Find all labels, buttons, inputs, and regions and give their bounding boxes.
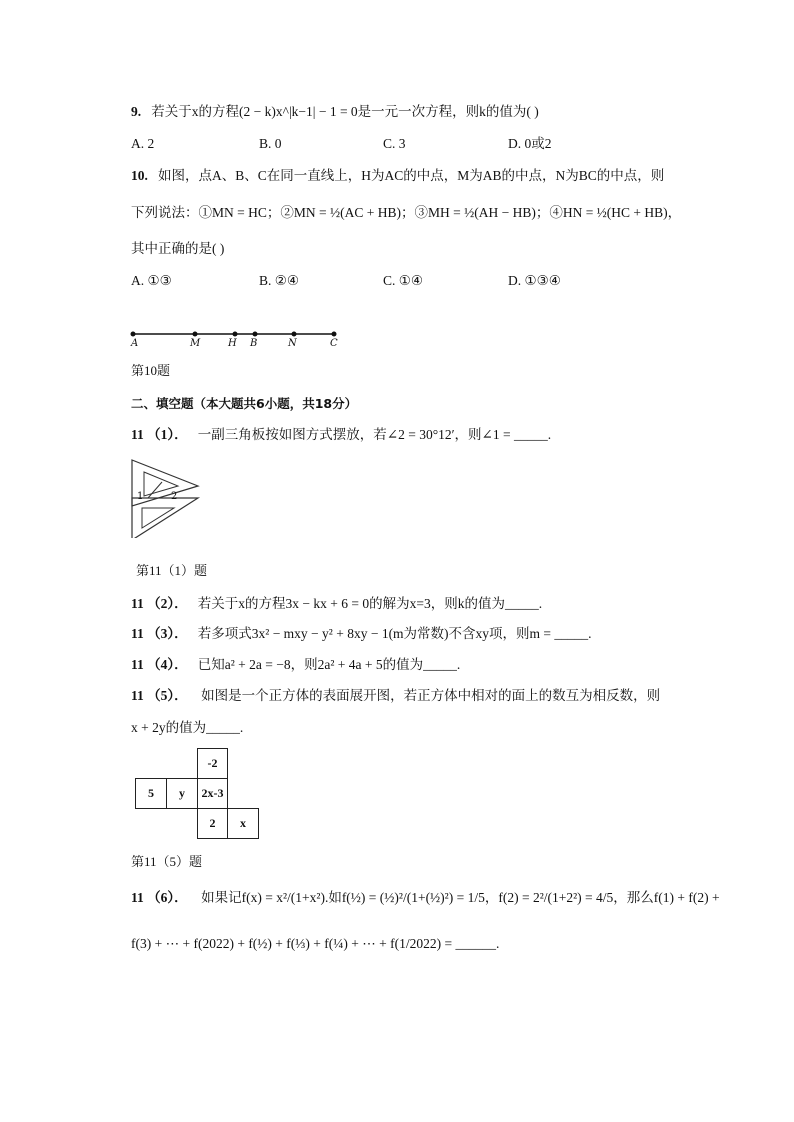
option-d: D. 0或2 xyxy=(508,136,552,151)
question-11-5 xyxy=(131,687,660,705)
question-text-line1: 如图是一个正方体的表面展开图，若正方体中相对的面上的数互为相反数，则 xyxy=(201,688,661,703)
question-number: 11 （2）． xyxy=(131,596,188,611)
question-11-1 xyxy=(131,426,551,444)
option-a: A. ①③ xyxy=(131,273,172,288)
angle-label-1: 1 xyxy=(137,491,144,502)
figure-caption: 第10题 xyxy=(131,363,171,378)
question-number: 11 （4）． xyxy=(131,657,188,672)
line-segment-figure xyxy=(128,328,348,342)
point-label-b: B xyxy=(250,338,258,349)
net-cell: 2 xyxy=(197,808,228,839)
section-title: 二、填空题（本大题共6小题，共18分） xyxy=(131,396,358,411)
question-text: 若多项式3x² − mxy − y² + 8xy − 1(m为常数)不含xy项，则m = _____. xyxy=(197,626,592,641)
question-text: 一副三角板按如图方式摆放，若∠2 = 30°12′，则∠1 = _____. xyxy=(197,427,552,442)
question-text-line1: 如图，点A、B、C在同一直线上，H为AC的中点，M为AB的中点，N为BC的中点，则 xyxy=(158,168,665,183)
question-9 xyxy=(131,103,539,121)
net-cell: 2x-3 xyxy=(197,778,228,809)
question-text-line1: 如果记f(x) = x²/(1+x²).如f(½) = (½)²/(1+(½)²) = 1/5，f(2) = 2²/(1+2²) = 4/5，那么f(1) + f(2) + xyxy=(201,890,720,905)
net-cell: -2 xyxy=(197,748,228,779)
question-11-6 xyxy=(131,889,720,907)
net-cell: y xyxy=(166,778,198,809)
question-text-line2: 下列说法：①MN = HC；②MN = ½(AC + HB)；③MH = ½(AH − HB)；④HN = ½(HC + HB)， xyxy=(131,205,682,220)
question-number: 11 （6）． xyxy=(131,890,188,905)
net-cell: 5 xyxy=(135,778,167,809)
question-text-line3: 其中正确的是( ) xyxy=(131,241,225,256)
question-11-2 xyxy=(131,595,542,613)
question-text: 已知a² + 2a = −8，则2a² + 4a + 5的值为_____. xyxy=(197,657,461,672)
point-label-m: M xyxy=(190,338,201,349)
point-label-a: A xyxy=(131,338,139,349)
point-label-c: C xyxy=(330,338,338,349)
figure-caption: 第11（5）题 xyxy=(131,854,203,869)
option-a: A. 2 xyxy=(131,136,155,151)
question-text-line2: f(3) + ⋯ + f(2022) + f(½) + f(⅓) + f(¼) + ⋯ + f(1/2022) = ______. xyxy=(131,936,500,951)
cube-net-figure xyxy=(135,748,260,840)
figure-caption: 第11（1）题 xyxy=(136,563,208,578)
net-cell: x xyxy=(227,808,259,839)
question-text: 若关于x的方程(2 − k)x^|k−1| − 1 = 0是一元一次方程，则k的值为( ) xyxy=(151,104,539,119)
option-d: D. ①③④ xyxy=(508,273,561,288)
question-text-line2: x + 2y的值为_____. xyxy=(131,720,244,735)
question-number: 11 （5）． xyxy=(131,688,188,703)
option-b: B. ②④ xyxy=(259,273,299,288)
angle-label-2: 2 xyxy=(171,491,178,502)
question-number: 11 （3）． xyxy=(131,626,188,641)
point-label-n: N xyxy=(288,338,297,349)
option-c: C. ①④ xyxy=(383,273,423,288)
question-number: 10. xyxy=(131,168,148,183)
question-number: 9. xyxy=(131,104,142,119)
question-text: 若关于x的方程3x − kx + 6 = 0的解为x=3，则k的值为_____. xyxy=(197,596,543,611)
question-number: 11 （1）． xyxy=(131,427,188,442)
question-11-4 xyxy=(131,656,460,674)
option-b: B. 0 xyxy=(259,136,282,151)
option-c: C. 3 xyxy=(383,136,406,151)
question-11-3 xyxy=(131,625,592,643)
point-label-h: H xyxy=(228,338,237,349)
question-10 xyxy=(131,167,664,185)
